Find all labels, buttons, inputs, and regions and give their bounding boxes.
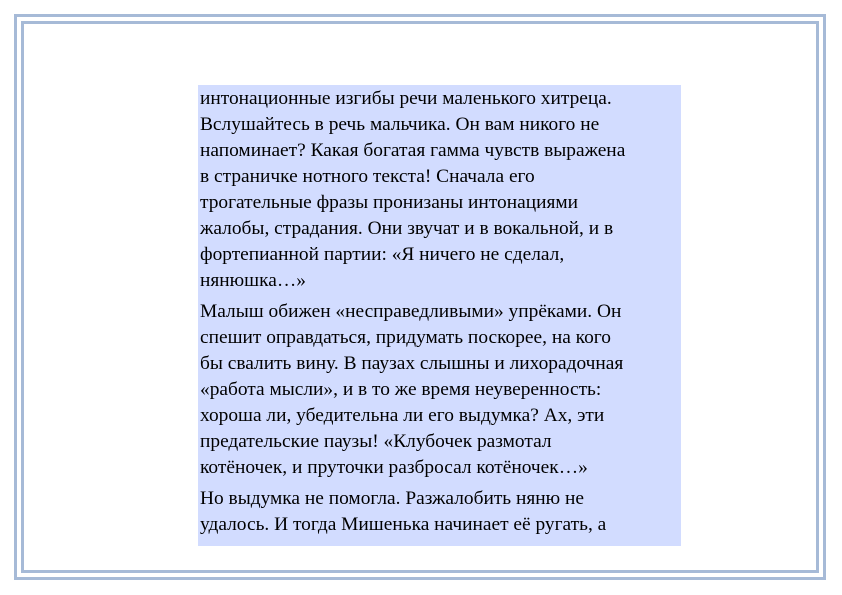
paragraph-1 [200, 86, 679, 294]
text-line: хороша ли, убедительна ли его выдумка? Ах, эти [200, 405, 605, 426]
text-line: спешит оправдаться, придумать поскорее, на кого [200, 327, 611, 348]
text-line: Малыш обижен «несправедливыми» упрёками. Он [200, 301, 622, 322]
text-line: напоминает? Какая богатая гамма чувств выражена [200, 140, 626, 161]
text-line: бы свалить вину. В паузах слышны и лихорадочная [200, 353, 624, 374]
text-block [198, 85, 681, 546]
text-line: жалобы, страдания. Они звучат и в вокальной, и в [200, 218, 614, 239]
text-line: «работа мысли», и в то же время неуверенность: [200, 379, 602, 400]
text-line: в страничке нотного текста! Сначала его [200, 166, 535, 187]
text-line: котёночек, и пруточки разбросал котёночек…» [200, 457, 588, 478]
paragraph-2 [200, 299, 679, 481]
paragraph-3 [200, 486, 679, 538]
text-line: удалось. И тогда Мишенька начинает её ругать, а [200, 514, 607, 535]
text-line: интонационные изгибы речи маленького хитреца. [200, 88, 612, 109]
text-line: предательские паузы! «Клубочек размотал [200, 431, 552, 452]
text-line: Но выдумка не помогла. Разжалобить няню не [200, 488, 584, 509]
text-line: трогательные фразы пронизаны интонациями [200, 192, 579, 213]
text-line: нянюшка…» [200, 270, 306, 291]
text-line: Вслушайтесь в речь мальчика. Он вам никого не [200, 114, 600, 135]
text-line: фортепианной партии: «Я ничего не сделал, [200, 244, 565, 265]
